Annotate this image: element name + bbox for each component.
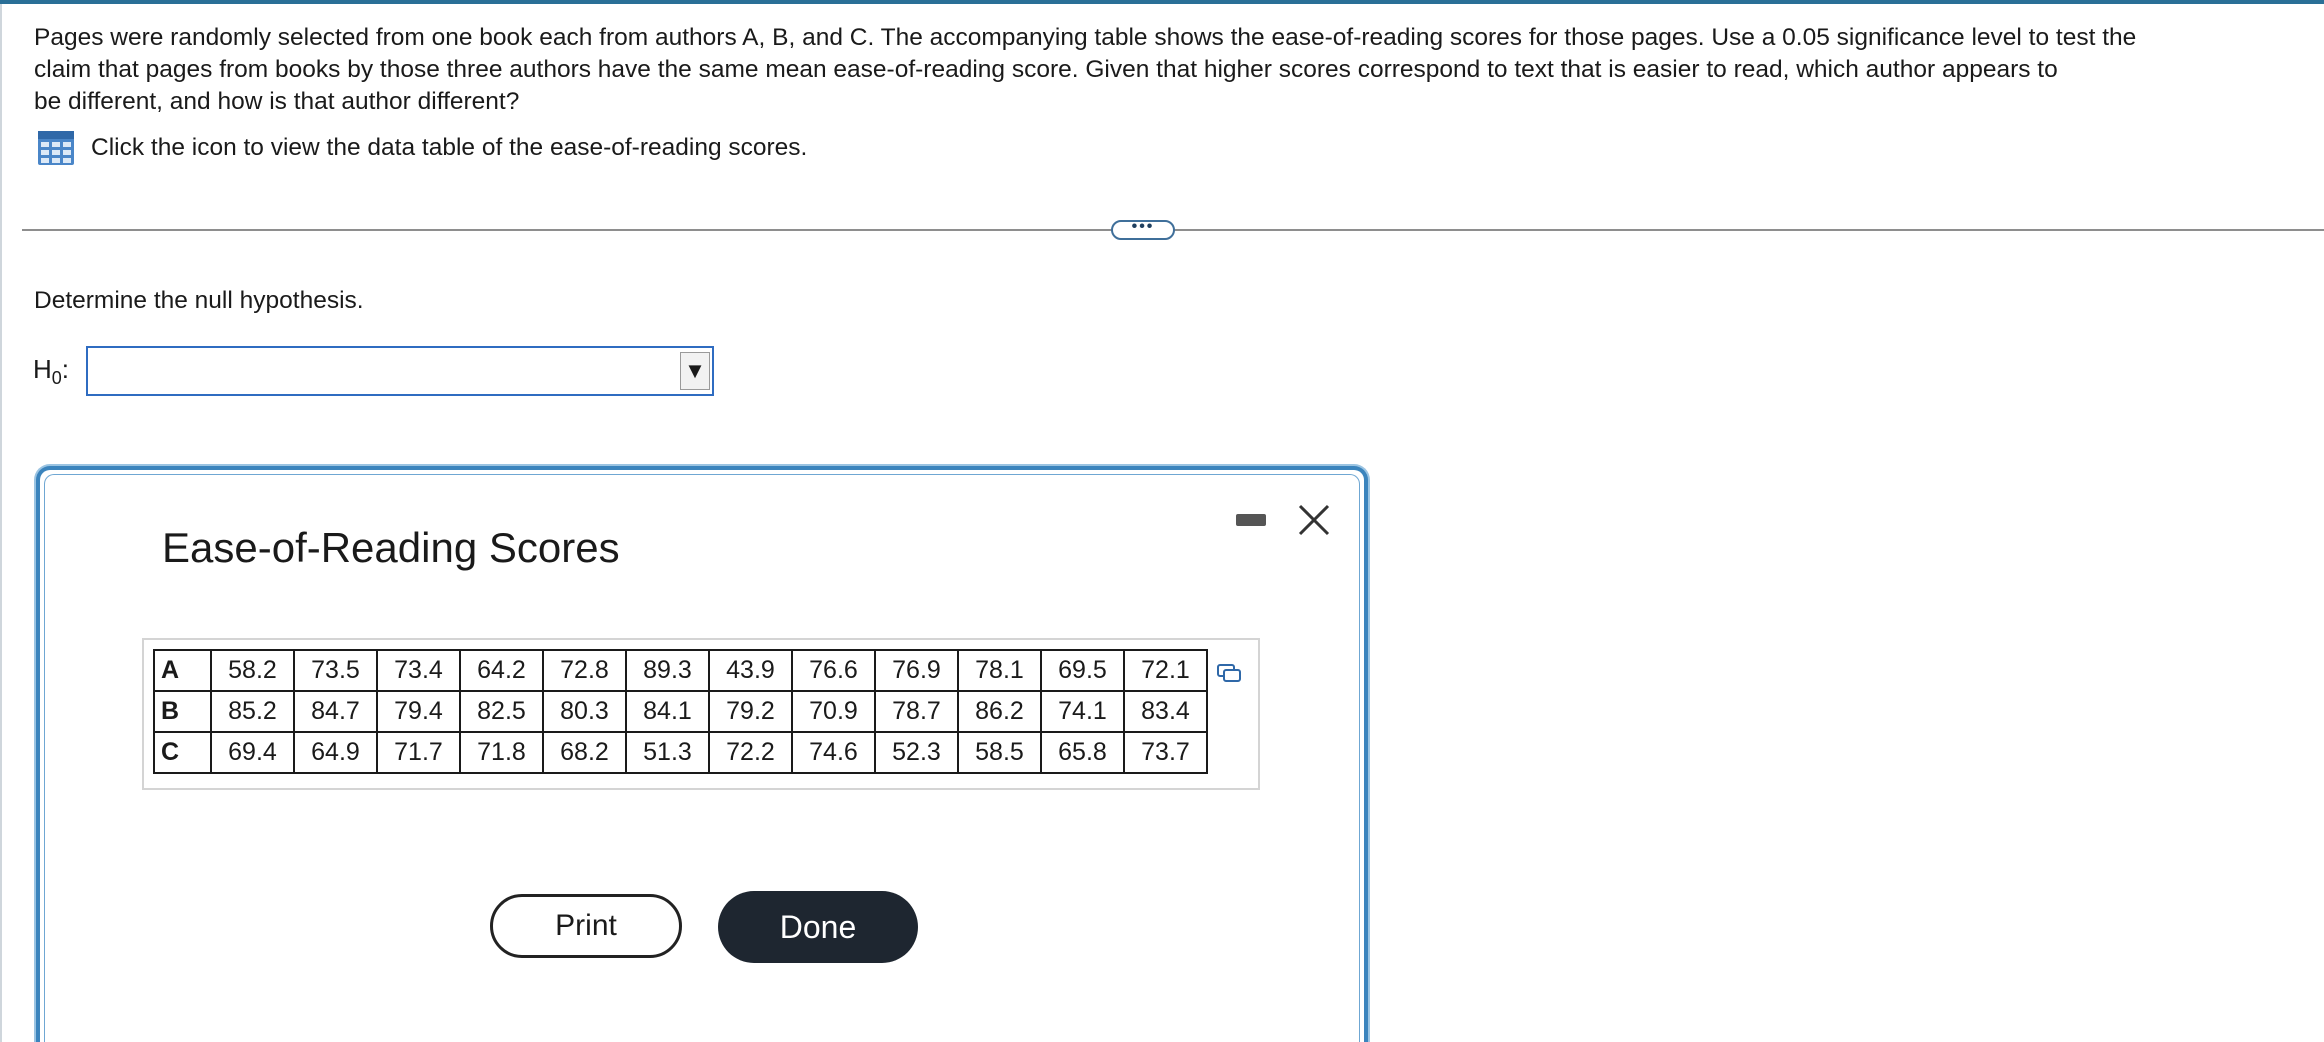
- h0-select-dropdown[interactable]: [86, 346, 714, 396]
- score-cell: 74.1: [1041, 691, 1124, 732]
- score-cell: 76.9: [875, 650, 958, 691]
- score-cell: 82.5: [460, 691, 543, 732]
- score-cell: 76.6: [792, 650, 875, 691]
- score-cell: 43.9: [709, 650, 792, 691]
- score-cell: 79.4: [377, 691, 460, 732]
- score-cell: 86.2: [958, 691, 1041, 732]
- table-row: [154, 732, 1207, 773]
- expand-more-button[interactable]: [1111, 220, 1175, 240]
- null-hypothesis-prompt: Determine the null hypothesis.: [34, 287, 364, 314]
- score-cell: 74.6: [792, 732, 875, 773]
- score-cell: 85.2: [211, 691, 294, 732]
- score-cell: 71.8: [460, 732, 543, 773]
- left-edge-line: [0, 4, 2, 1042]
- score-cell: 69.5: [1041, 650, 1124, 691]
- score-cell: 72.1: [1124, 650, 1207, 691]
- h0-colon: :: [61, 354, 70, 384]
- top-accent-bar: [0, 0, 2324, 4]
- view-data-table-text[interactable]: Click the icon to view the data table of the ease-of-reading scores.: [91, 134, 808, 161]
- copy-icon[interactable]: [1216, 660, 1242, 686]
- row-label: A: [154, 650, 211, 691]
- score-cell: 73.5: [294, 650, 377, 691]
- score-cell: 65.8: [1041, 732, 1124, 773]
- row-label: B: [154, 691, 211, 732]
- question-line: Pages were randomly selected from one book each from authors A, B, and C. The accompanying table shows the ease-of-reading scores for those pages. Use a 0.05 significance level to test the: [34, 24, 2137, 51]
- minimize-icon[interactable]: [1236, 514, 1266, 526]
- question-line: claim that pages from books by those three authors have the same mean ease-of-reading score. Given that higher scores correspond to text that is easier to read, which author appears to: [34, 56, 2058, 83]
- table-row: [154, 650, 1207, 691]
- score-cell: 69.4: [211, 732, 294, 773]
- score-cell: 64.9: [294, 732, 377, 773]
- score-cell: 71.7: [377, 732, 460, 773]
- score-cell: 78.1: [958, 650, 1041, 691]
- score-cell: 51.3: [626, 732, 709, 773]
- score-cell: 83.4: [1124, 691, 1207, 732]
- print-button[interactable]: Print: [490, 894, 682, 958]
- view-data-table-link[interactable]: [37, 130, 807, 166]
- question-line: be different, and how is that author different?: [34, 88, 520, 115]
- scores-table: [153, 649, 1208, 774]
- data-table-icon[interactable]: [37, 130, 75, 166]
- score-cell: 73.7: [1124, 732, 1207, 773]
- done-button[interactable]: Done: [718, 891, 918, 963]
- score-cell: 52.3: [875, 732, 958, 773]
- score-cell: 72.8: [543, 650, 626, 691]
- score-cell: 58.5: [958, 732, 1041, 773]
- score-cell: 70.9: [792, 691, 875, 732]
- more-dots: •••: [1131, 218, 1155, 235]
- score-cell: 84.7: [294, 691, 377, 732]
- close-icon[interactable]: [1296, 502, 1332, 538]
- score-cell: 73.4: [377, 650, 460, 691]
- score-cell: 68.2: [543, 732, 626, 773]
- h0-subscript: 0: [51, 368, 62, 388]
- score-cell: 64.2: [460, 650, 543, 691]
- table-row: [154, 691, 1207, 732]
- dialog-title: Ease-of-Reading Scores: [162, 524, 620, 571]
- score-cell: 84.1: [626, 691, 709, 732]
- score-cell: 72.2: [709, 732, 792, 773]
- h0-letter: H: [33, 354, 52, 384]
- dropdown-arrow-icon[interactable]: [680, 352, 710, 390]
- score-cell: 78.7: [875, 691, 958, 732]
- score-cell: 58.2: [211, 650, 294, 691]
- row-label: C: [154, 732, 211, 773]
- score-cell: 79.2: [709, 691, 792, 732]
- h0-label: [33, 354, 69, 389]
- score-cell: 80.3: [543, 691, 626, 732]
- dropdown-arrow-glyph: ▼: [684, 358, 706, 383]
- score-cell: 89.3: [626, 650, 709, 691]
- question-text: [34, 22, 2284, 118]
